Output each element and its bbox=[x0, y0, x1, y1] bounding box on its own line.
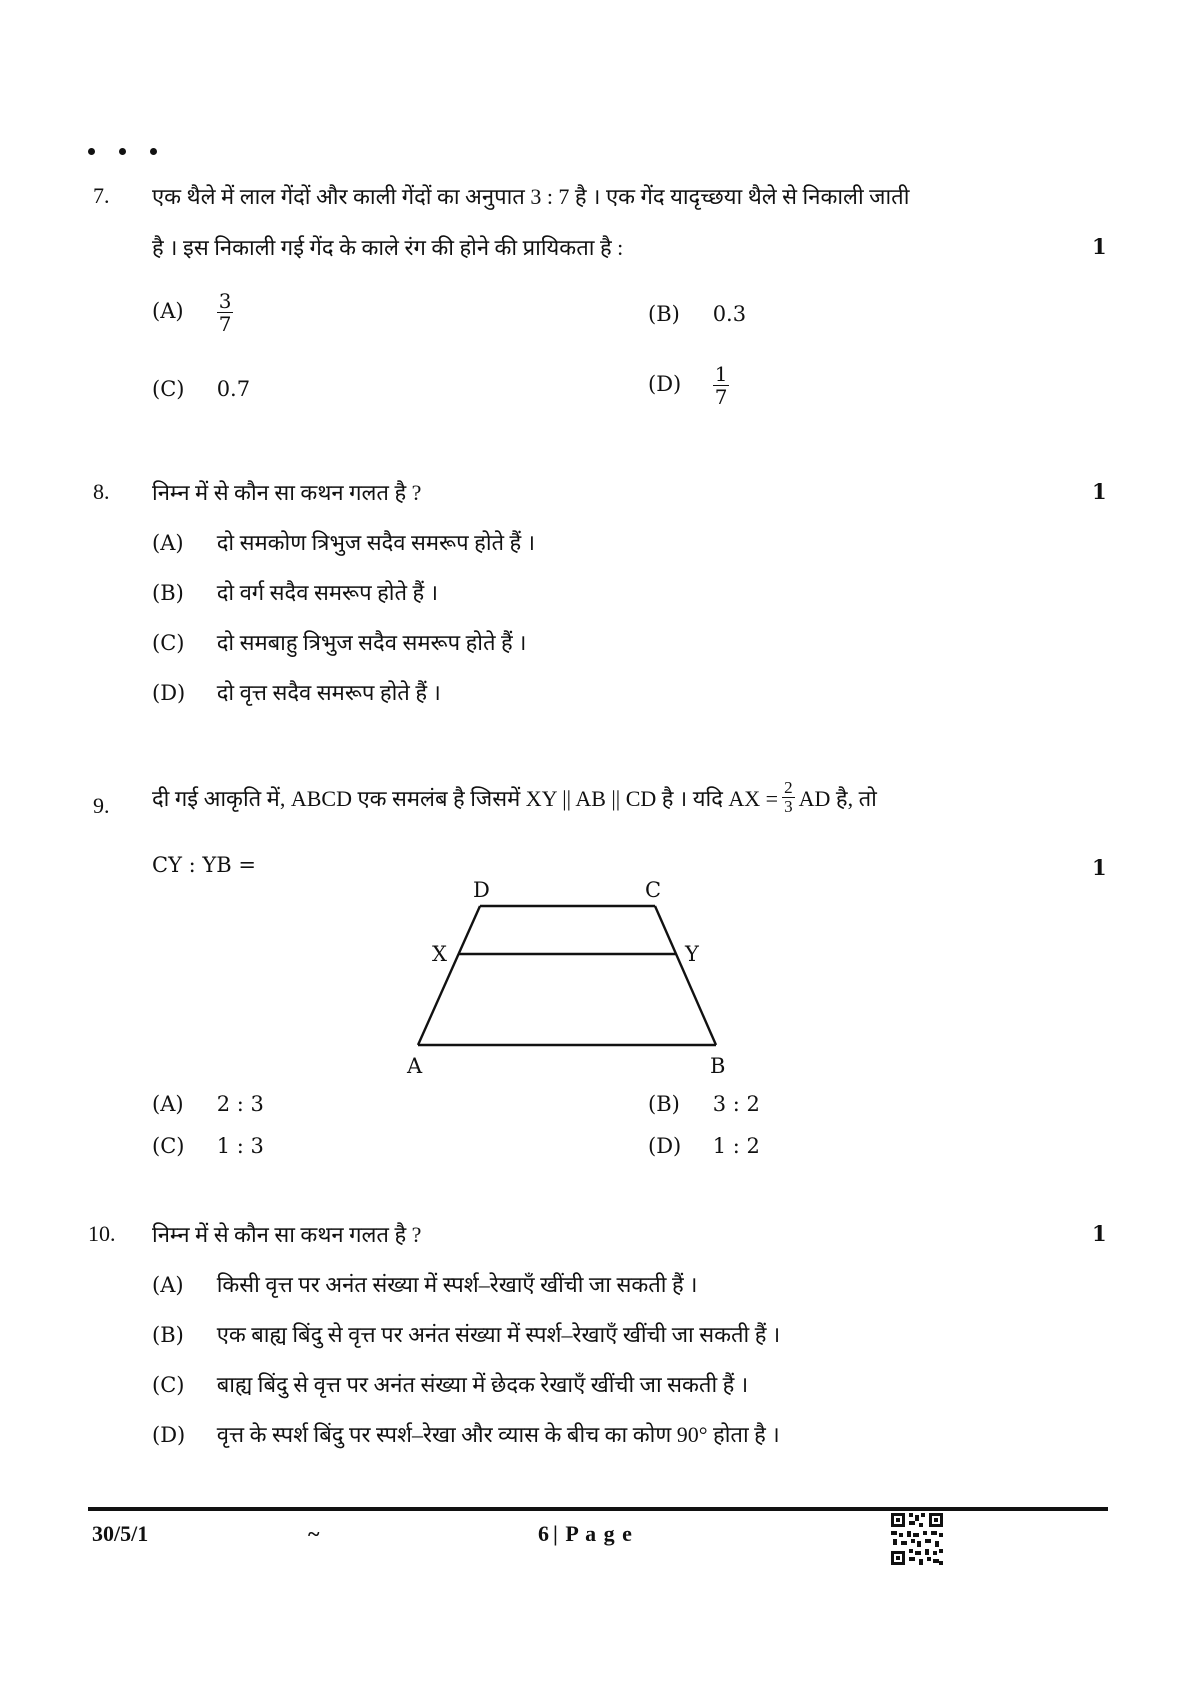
marks: 1 bbox=[1092, 479, 1107, 504]
fraction: $\frac{2}{3}$ bbox=[784, 778, 793, 816]
option-value: 0.7 bbox=[216, 377, 251, 401]
option-value: 0.3 bbox=[712, 302, 747, 326]
option-label: (D) bbox=[152, 1423, 186, 1447]
option-label: (D) bbox=[152, 681, 186, 705]
page-label: | P a g e bbox=[553, 1521, 633, 1546]
question-text: निम्न में से कौन सा कथन गलत है ? bbox=[152, 1222, 422, 1247]
question-text: है । इस निकाली गई गेंद के काले रंग की होने की प्रायिकता है : bbox=[152, 235, 624, 260]
option-label: (B) bbox=[152, 581, 184, 605]
option-value: दो वृत्त सदैव समरूप होते हैं । bbox=[216, 680, 441, 705]
option-label: (A) bbox=[152, 1273, 184, 1297]
fraction: $\frac{1}{7}$ bbox=[714, 362, 728, 409]
option-value: बाह्य बिंदु से वृत्त पर अनंत संख्या में छेदक रेखाएँ खींची जा सकती हैं । bbox=[216, 1372, 749, 1397]
option-value: दो समबाहु त्रिभुज सदैव समरूप होते हैं । bbox=[216, 630, 527, 655]
option-label: (C) bbox=[152, 631, 185, 655]
question-text: निम्न में से कौन सा कथन गलत है ? bbox=[152, 480, 422, 505]
question-number: 7. bbox=[93, 183, 110, 208]
option-value: दो समकोण त्रिभुज सदैव समरूप होते हैं । bbox=[216, 530, 536, 555]
option-label: (C) bbox=[152, 1134, 185, 1158]
option-value: एक बाह्य बिंदु से वृत्त पर अनंत संख्या में स्पर्श–रेखाएँ खींची जा सकती हैं । bbox=[216, 1322, 781, 1347]
option-label: (A) bbox=[152, 531, 184, 555]
marks: 1 bbox=[1092, 234, 1107, 259]
paper-code: 30/5/1 bbox=[92, 1521, 149, 1546]
option-label: (B) bbox=[648, 1092, 680, 1116]
page-indicator bbox=[538, 1521, 633, 1547]
option-value: 1 : 2 bbox=[712, 1134, 760, 1158]
option-value: किसी वृत्त पर अनंत संख्या में स्पर्श–रेखाएँ खींची जा सकती हैं । bbox=[216, 1272, 698, 1297]
option-b[interactable] bbox=[152, 1319, 780, 1349]
marks: 1 bbox=[1092, 1221, 1107, 1246]
option-d[interactable] bbox=[648, 1134, 760, 1158]
option-label: (D) bbox=[648, 372, 682, 396]
option-label: (B) bbox=[648, 302, 680, 326]
marks: 1 bbox=[1092, 855, 1107, 880]
qr-code-icon bbox=[891, 1513, 943, 1565]
option-b[interactable] bbox=[648, 1092, 760, 1116]
option-value: 3 : 2 bbox=[712, 1092, 760, 1116]
label-x: X bbox=[432, 942, 447, 966]
option-a[interactable] bbox=[152, 1269, 697, 1299]
label-d: D bbox=[473, 878, 490, 902]
question-number: 9. bbox=[93, 793, 110, 818]
option-value: वृत्त के स्पर्श बिंदु पर स्पर्श–रेखा और व्यास के बीच का कोण 90° होता है । bbox=[216, 1422, 780, 1447]
question-number: 8. bbox=[93, 479, 110, 504]
option-label: (B) bbox=[152, 1323, 184, 1347]
option-label: (C) bbox=[152, 1373, 185, 1397]
option-c[interactable] bbox=[152, 1369, 748, 1399]
question-text: दी गई आकृति में, ABCD एक समलंब है जिसमें XY || AB || CD है । यदि AX = $\frac{2}{3}$ AD है, तो bbox=[152, 778, 877, 816]
option-value: 1 : 3 bbox=[216, 1134, 264, 1158]
option-a[interactable] bbox=[152, 1092, 264, 1116]
label-y: Y bbox=[685, 942, 699, 966]
option-c[interactable] bbox=[152, 1134, 264, 1158]
option-label: (A) bbox=[152, 1092, 184, 1116]
label-a: A bbox=[407, 1054, 423, 1078]
option-value: दो वर्ग सदैव समरूप होते हैं । bbox=[216, 580, 439, 605]
option-label: (C) bbox=[152, 377, 185, 401]
question-text: CY : YB = bbox=[152, 853, 256, 877]
page-number: 6 bbox=[538, 1521, 549, 1546]
option-value: 2 : 3 bbox=[216, 1092, 264, 1116]
label-b: B bbox=[710, 1054, 726, 1078]
label-c: C bbox=[645, 878, 662, 902]
option-label: (A) bbox=[152, 299, 184, 323]
question-text: एक थैले में लाल गेंदों और काली गेंदों का अनुपात 3 : 7 है । एक गेंद यादृच्छया थैले से निकाली जाती bbox=[152, 184, 910, 209]
option-label: (D) bbox=[648, 1134, 682, 1158]
footer-divider bbox=[88, 1507, 1108, 1511]
fraction: $\frac{3}{7}$ bbox=[218, 289, 232, 336]
footer-tilde: ~ bbox=[308, 1521, 320, 1546]
option-d[interactable] bbox=[152, 1419, 780, 1449]
question-number: 10. bbox=[88, 1221, 116, 1246]
